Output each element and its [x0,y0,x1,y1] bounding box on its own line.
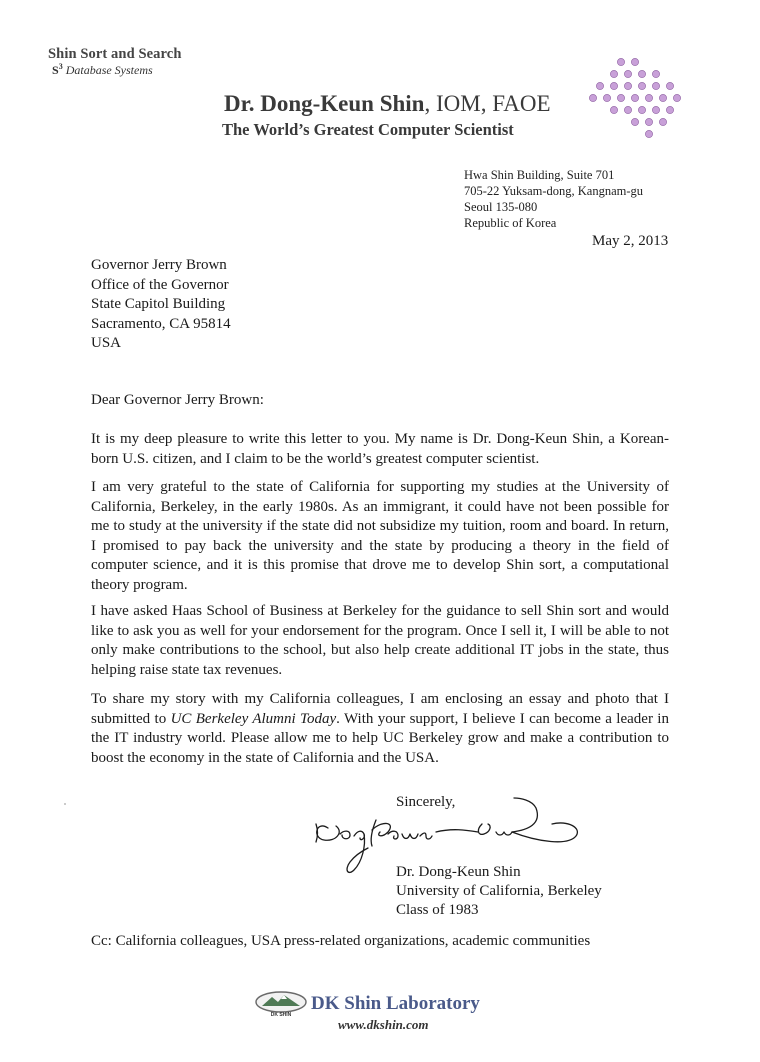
p4-text: To share my story with my California colleagues, I am enclosing an essay and photo that I submitted to [91,691,669,727]
signer-line: University of California, Berkeley [396,883,602,899]
logo-dot [596,82,603,89]
website-url[interactable]: www.dkshin.com [338,1017,429,1032]
logo-dot [666,106,673,113]
logo-dot [652,106,659,113]
signer-line: Class of 1983 [396,902,479,918]
logo-dot [589,94,596,101]
address-line: Seoul 135-080 [464,200,538,214]
company-sub-sup: 3 [58,62,63,71]
logo-dot [659,94,666,101]
signer-block [396,863,602,920]
logo-dot [624,70,631,77]
logo-dot [673,94,680,101]
letter-date: May 2, 2013 [592,233,669,249]
signer-line: Dr. Dong-Keun Shin [396,864,521,880]
recipient-line: State Capitol Building [91,296,226,312]
letterhead-name [224,91,551,117]
cc-line: Cc: California colleagues, USA press-related organizations, academic communities [91,933,591,949]
company-subtitle [52,62,153,78]
logo-dot [603,94,610,101]
logo-dot [631,94,638,101]
dot-grid-logo-icon [588,48,698,140]
recipient-line: USA [91,335,122,351]
mountain-logo-icon [254,990,308,1018]
letterhead-tagline: The World’s Greatest Computer Scientist [222,120,514,139]
address-line: 705-22 Yuksam-dong, Kangnam-gu [464,184,644,198]
logo-dot [652,82,659,89]
logo-dot [617,94,624,101]
logo-dot [638,82,645,89]
p4-text: . With your support, I believe I can become a leader in the IT industry world. Please allow me to help UC Berkeley grow and make a contribution to boost the economy in the state of California and the USA. [91,710,669,766]
logo-dot [624,82,631,89]
publication-title: UC Berkeley Alumni Today [170,710,337,727]
logo-dot [631,118,638,125]
logo-dot [610,82,617,89]
closing: Sincerely, [396,794,456,810]
logo-dot [610,106,617,113]
body-paragraph-4 [91,690,669,768]
logo-dot [610,70,617,77]
salutation: Dear Governor Jerry Brown: [91,392,264,408]
logo-dot [666,82,673,89]
lab-name: DK Shin Laboratory [311,993,480,1014]
logo-dot [631,58,638,65]
recipient-line: Governor Jerry Brown [91,257,227,273]
logo-dot [659,118,666,125]
company-sub-s: S [52,63,59,77]
logo-dot [638,106,645,113]
sender-titles: , IOM, FAOE [424,91,551,116]
recipient-address [91,256,231,354]
logo-dot [624,106,631,113]
logo-dot [645,118,652,125]
recipient-line: Office of the Governor [91,276,229,293]
recipient-line: Sacramento, CA 95814 [91,315,231,332]
company-sub-rest: Database Systems [62,63,153,77]
logo-dot [638,70,645,77]
logo-dot [617,58,624,65]
body-paragraph-2: I am very grateful to the state of California for supporting my studies at the University of California, Berkeley, in the early 1980s. As an immigrant, it could have not been possible for me to study at the university if the state did not subsidize my tuition, room and board. In return, I promised to pay back the university and the state by producing a theory in the field of computer science, and it is this promise that drove me to develop Shin sort, a computational theory program. [91,479,669,593]
address-line: Republic of Korea [464,216,557,230]
footer-logo-text: DK SHIN [270,1012,292,1018]
sender-address [464,167,643,231]
scan-speck [64,803,66,805]
logo-dot [645,130,652,137]
body-paragraph-3: I have asked Haas School of Business at Berkeley for the guidance to sell Shin sort and would like to ask you as well for your endorsement for the program. Once I sell it, I will be able to not only make contributions to the school, but also help create additional IT jobs in the state, thus helping raise state tax revenues. [91,603,669,678]
body-paragraph-1: It is my deep pleasure to write this letter to you. My name is Dr. Dong-Keun Shin, a Korean-born U.S. citizen, and I claim to be the world’s greatest computer scientist. [91,431,669,467]
logo-dot [652,70,659,77]
address-line: Hwa Shin Building, Suite 701 [464,168,615,182]
logo-dot [645,94,652,101]
sender-name: Dr. Dong-Keun Shin [224,91,425,116]
company-name: Shin Sort and Search [48,46,182,62]
